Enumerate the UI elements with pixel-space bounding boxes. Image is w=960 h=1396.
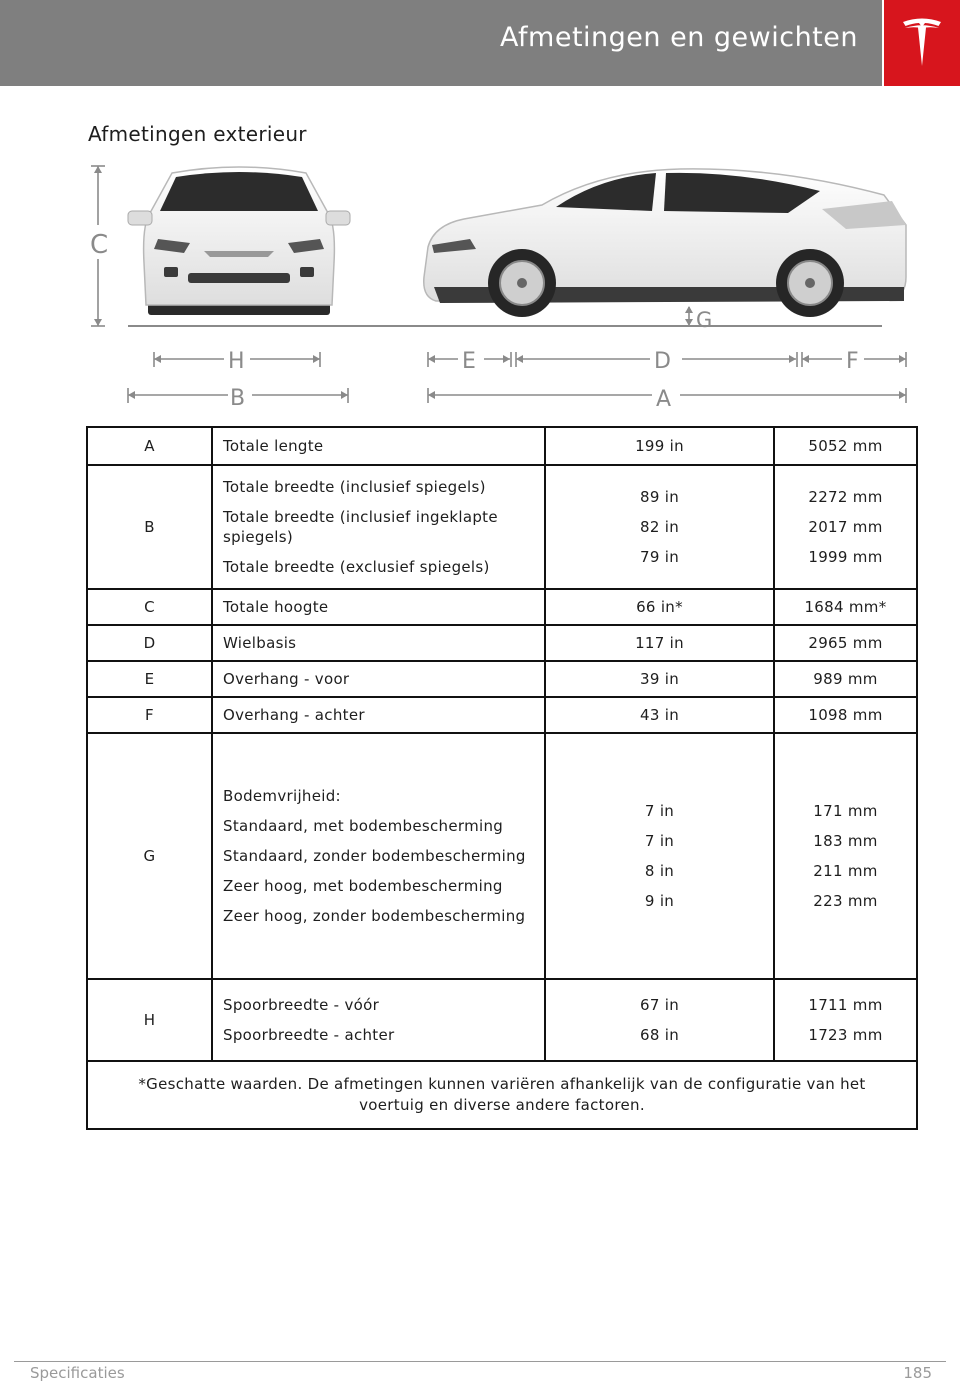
row-mm-value: 171 mm (813, 802, 878, 820)
row-description (212, 979, 545, 1061)
row-description: Overhang - voor (212, 661, 545, 697)
row-mm-value: 1999 mm (808, 548, 883, 566)
table-row (87, 979, 917, 1061)
row-millimeters: 989 mm (774, 661, 917, 697)
row-letter: E (87, 661, 212, 697)
table-row (87, 465, 917, 589)
table-footnote: *Geschatte waarden. De afmetingen kunnen variëren afhankelijk van de configuratie van het voertuig en diverse andere factoren. (87, 1061, 917, 1129)
row-millimeters: 1684 mm* (774, 589, 917, 625)
section-title: Afmetingen exterieur (88, 122, 307, 146)
row-description: Overhang - achter (212, 697, 545, 733)
row-mm-value: 211 mm (813, 862, 878, 880)
row-inches-value: 89 in (639, 488, 680, 506)
page-title: Afmetingen en gewichten (500, 22, 858, 53)
side-view-car (424, 169, 906, 317)
row-inches-value: 8 in (644, 862, 675, 880)
table-row (87, 625, 917, 661)
row-millimeters (774, 733, 917, 979)
dimension-label-g: G (696, 308, 713, 332)
row-letter: C (87, 589, 212, 625)
vehicle-dimensions-diagram (80, 155, 920, 415)
row-mm-value: 223 mm (813, 892, 878, 910)
row-mm-value: 2272 mm (808, 488, 883, 506)
row-description-line: Bodemvrijheid: (223, 787, 341, 805)
row-inches-value: 7 in (644, 832, 675, 850)
dimension-label-h: H (228, 349, 245, 374)
row-mm-value: 1711 mm (808, 996, 883, 1014)
front-view-car (128, 167, 350, 315)
row-inches: 39 in (545, 661, 774, 697)
row-inches (545, 979, 774, 1061)
footer-divider (14, 1361, 946, 1362)
row-description: Wielbasis (212, 625, 545, 661)
table-row (87, 661, 917, 697)
row-millimeters (774, 465, 917, 589)
row-inches-value: 9 in (644, 892, 675, 910)
dimension-label-d: D (654, 349, 671, 374)
row-letter: B (87, 465, 212, 589)
dimension-label-f: F (846, 349, 859, 374)
row-letter: D (87, 625, 212, 661)
dimension-label-c: C (90, 230, 109, 260)
row-description-line: Standaard, met bodembescherming (223, 817, 504, 835)
row-description-line: Zeer hoog, met bodembescherming (223, 877, 503, 895)
tesla-t-icon (901, 16, 943, 68)
row-description (212, 733, 545, 979)
row-inches (545, 465, 774, 589)
row-description-line: Spoorbreedte - achter (223, 1026, 395, 1044)
header-bar (0, 0, 882, 86)
dimension-label-b: B (230, 386, 246, 411)
row-description (212, 465, 545, 589)
row-inches (545, 733, 774, 979)
footer-section: Specificaties (30, 1364, 125, 1382)
tesla-logo (884, 0, 960, 86)
row-mm-value: 1723 mm (808, 1026, 883, 1044)
row-letter: G (87, 733, 212, 979)
row-description: Totale lengte (212, 427, 545, 465)
row-inches: 199 in (545, 427, 774, 465)
row-letter: A (87, 427, 212, 465)
row-description-line: Totale breedte (inclusief ingeklapte spiegels) (223, 508, 498, 546)
row-millimeters (774, 979, 917, 1061)
row-inches-value: 7 in (644, 802, 675, 820)
row-millimeters: 2965 mm (774, 625, 917, 661)
row-description-line: Spoorbreedte - vóór (223, 996, 380, 1014)
row-inches-value: 67 in (639, 996, 680, 1014)
row-description-line: Totale breedte (exclusief spiegels) (223, 558, 490, 576)
row-inches-value: 79 in (639, 548, 680, 566)
table-row (87, 427, 917, 465)
row-letter: H (87, 979, 212, 1061)
row-description: Totale hoogte (212, 589, 545, 625)
row-mm-value: 183 mm (813, 832, 878, 850)
row-inches-value: 82 in (639, 518, 680, 536)
dimension-label-e: E (462, 349, 476, 374)
page-number: 185 (903, 1364, 932, 1382)
table-footnote-row (87, 1061, 917, 1129)
row-millimeters: 5052 mm (774, 427, 917, 465)
row-inches: 117 in (545, 625, 774, 661)
row-mm-value: 2017 mm (808, 518, 883, 536)
row-inches: 43 in (545, 697, 774, 733)
dimension-label-a: A (656, 387, 672, 412)
table-row (87, 733, 917, 979)
dimensions-table (86, 426, 918, 1130)
table-row (87, 697, 917, 733)
row-description-line: Standaard, zonder bodembescherming (223, 847, 526, 865)
row-description-line: Zeer hoog, zonder bodembescherming (223, 907, 526, 925)
row-inches-value: 68 in (639, 1026, 680, 1044)
row-inches: 66 in* (545, 589, 774, 625)
row-letter: F (87, 697, 212, 733)
table-row (87, 589, 917, 625)
row-millimeters: 1098 mm (774, 697, 917, 733)
row-description-line: Totale breedte (inclusief spiegels) (223, 478, 486, 496)
